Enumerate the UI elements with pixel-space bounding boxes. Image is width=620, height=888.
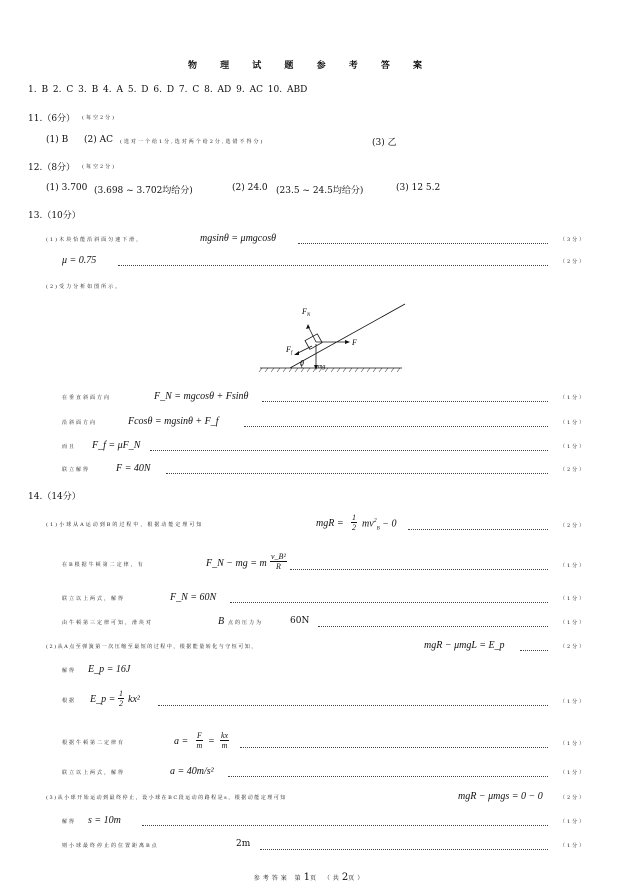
q14-step2: 在B根据牛顿第二定律，有 F_N − mg = m $\frac{\text{v\_B²}}{R}$ （1分）	[62, 552, 587, 571]
q13-step1: (1)木块恰能沿斜面匀速下滑， mgsinθ = μmgcosθ （3分）	[46, 233, 587, 244]
q13-step3: 在垂直斜面方向 F_N = mgcosθ + Fsinθ （1分）	[62, 391, 587, 402]
q14-step11: 解得 s = 10m （1分）	[62, 815, 587, 826]
q13-header: 13.（10分）	[28, 211, 81, 221]
q14-step8: 根据牛顿第二定律有 a = $\frac{F}{m}$ = $\frac{kx}{m}$ （1分）	[62, 731, 587, 750]
label-ff: $F_f$	[286, 345, 293, 356]
q14-step5: (2)从A点至弹簧第一次压缩至最短的过程中，根据能量转化与守恒可知， mgR − μmgL = E_p （2分）	[46, 640, 587, 651]
q14-step3: 联立以上两式，解得 F_N = 60N （1分）	[62, 592, 587, 603]
mc-text: 1. B 2. C 3. B 4. A 5. D 6. D 7. C 8. AD 9. AC 10. ABD	[28, 85, 308, 95]
q13-step2: μ = 0.75 （2分）	[62, 255, 587, 266]
q14-step1: (1)小球从A运动到B的过程中，根据动能定理可知 mgR = $\frac{1}{2}$ $mv^2_B - 0$ （2分）	[46, 513, 587, 532]
q12-answers: (1) 3.700 (3.698 ~ 3.702均给分) (2) 24.0 (23.5 ~ 24.5均给分) (3) 12 5.2	[46, 183, 441, 196]
multiple-choice-answers	[0, 85, 620, 101]
q13-step4: 沿斜面方向 Fcosθ = mgsinθ + F_f （1分）	[62, 416, 587, 427]
page-footer: 参考答案 第1页 （共2页）	[253, 872, 367, 883]
q12-header: 12.（8分） (每空2分)	[28, 163, 117, 173]
q14-header: 14.（14分）	[28, 492, 81, 502]
q14-step9: 联立以上两式，解得 a = 40m/s² （1分）	[62, 766, 587, 777]
label-mg: mg	[318, 364, 326, 370]
q14-step12: 则小球最终停止的位置距离B点 2m （1分）	[62, 839, 587, 849]
page-title: 物 理 试 题 参 考 答 案	[188, 61, 432, 71]
q14-step7: 根据 E_p = $\frac{1}{2}$ kx² （1分）	[62, 689, 587, 708]
q13-step5: 而且 F_f = μF_N （1分）	[62, 440, 587, 451]
q14-step6: 解得 E_p = 16J	[62, 664, 131, 675]
q14-step4: 由牛顿第三定律可知，滑块对 B 点的压力为 60N （1分）	[62, 616, 587, 627]
q11-header: 11.（6分） (每空2分)	[28, 114, 117, 124]
q13-step6: 联立解得 F = 40N （2分）	[62, 463, 587, 474]
force-diagram	[250, 298, 410, 378]
q13-part2: (2)受力分析如图所示。	[46, 284, 123, 290]
label-fn: $F_N$	[302, 307, 311, 318]
label-f: F	[352, 338, 357, 347]
q14-step10: (3)从小球开始运动到最终停止，设小球在BC段运动的路程是s，根据动能定理可知 mgR − μmgs = 0 − 0 （2分）	[46, 791, 587, 802]
label-theta: θ	[300, 359, 304, 368]
q11-answers: (1) B (2) AC (选对一个给1分,选对两个给2分,选错不得分) (3) 乙	[46, 135, 397, 148]
